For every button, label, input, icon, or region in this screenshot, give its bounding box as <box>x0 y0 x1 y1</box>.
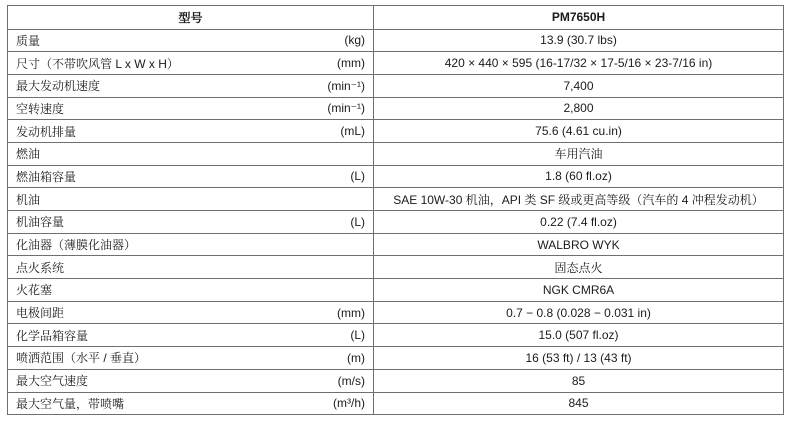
spec-value: 16 (53 ft) / 13 (43 ft) <box>374 347 784 370</box>
spec-unit: (min⁻¹) <box>327 101 365 116</box>
spec-unit: (m/s) <box>337 373 365 388</box>
spec-unit: (m) <box>347 350 365 365</box>
spec-value: 车用汽油 <box>374 142 784 165</box>
spec-label: 化油器（薄膜化油器） <box>16 238 137 253</box>
spec-row-spray-range <box>8 347 784 370</box>
spec-row-max-engine-speed <box>8 74 784 97</box>
spec-label: 机油容量 <box>16 215 65 230</box>
spec-label: 火花塞 <box>16 283 53 298</box>
model-header-label: 型号 <box>8 6 374 30</box>
spec-value: WALBRO WYK <box>374 233 784 256</box>
spec-value: 0.7 − 0.8 (0.028 − 0.031 in) <box>374 301 784 324</box>
spec-value: 2,800 <box>374 97 784 120</box>
spec-label: 最大空气速度 <box>16 374 89 389</box>
spec-value: NGK CMR6A <box>374 279 784 302</box>
spec-row-oil-capacity <box>8 211 784 234</box>
spec-label: 燃油箱容量 <box>16 169 77 184</box>
spec-row-dimensions <box>8 52 784 75</box>
spec-row-electrode-gap <box>8 301 784 324</box>
spec-label: 化学品箱容量 <box>16 328 89 343</box>
spec-label: 机油 <box>16 192 41 207</box>
spec-value: 75.6 (4.61 cu.in) <box>374 120 784 143</box>
spec-unit: (kg) <box>344 33 365 48</box>
spec-unit: (mm) <box>337 56 365 71</box>
spec-unit: (mm) <box>337 305 365 320</box>
spec-label: 尺寸（不带吹风管 L x W x H） <box>16 56 179 71</box>
spec-label: 质量 <box>16 33 41 48</box>
spec-row-max-air-velocity <box>8 369 784 392</box>
spec-row-mass <box>8 29 784 52</box>
spec-row-spark-plug <box>8 279 784 302</box>
spec-label: 电极间距 <box>16 306 65 321</box>
spec-label: 最大发动机速度 <box>16 79 101 94</box>
spec-value: 13.9 (30.7 lbs) <box>374 29 784 52</box>
spec-label: 最大空气量，带喷嘴 <box>16 396 125 411</box>
spec-row-fuel <box>8 142 784 165</box>
spec-label: 发动机排量 <box>16 124 77 139</box>
spec-value: 0.22 (7.4 fl.oz) <box>374 211 784 234</box>
spec-row-displacement <box>8 120 784 143</box>
spec-label: 燃油 <box>16 147 41 162</box>
spec-unit: (mL) <box>340 124 365 139</box>
model-header-value: PM7650H <box>374 6 784 30</box>
spec-value: SAE 10W-30 机油，API 类 SF 级或更高等级（汽车的 4 冲程发动机） <box>374 188 784 211</box>
header-row <box>8 6 784 30</box>
spec-label: 喷洒范围（水平 / 垂直） <box>16 351 147 366</box>
spec-value: 845 <box>374 392 784 415</box>
spec-value: 固态点火 <box>374 256 784 279</box>
spec-row-engine-oil <box>8 188 784 211</box>
spec-row-ignition-system <box>8 256 784 279</box>
spec-unit: (m³/h) <box>333 396 365 411</box>
spec-value: 1.8 (60 fl.oz) <box>374 165 784 188</box>
spec-value: 7,400 <box>374 74 784 97</box>
spec-value: 420 × 440 × 595 (16-17/32 × 17-5/16 × 23-7/16 in) <box>374 52 784 75</box>
spec-unit: (L) <box>350 169 365 184</box>
spec-unit: (L) <box>350 214 365 229</box>
spec-value: 15.0 (507 fl.oz) <box>374 324 784 347</box>
spec-label: 点火系统 <box>16 260 65 275</box>
spec-row-max-air-volume <box>8 392 784 415</box>
spec-row-fuel-tank-capacity <box>8 165 784 188</box>
spec-value: 85 <box>374 369 784 392</box>
spec-row-idle-speed <box>8 97 784 120</box>
spec-unit: (min⁻¹) <box>327 78 365 93</box>
spec-row-carburetor <box>8 233 784 256</box>
spec-row-chemical-tank-capacity <box>8 324 784 347</box>
spec-unit: (L) <box>350 328 365 343</box>
spec-label: 空转速度 <box>16 101 65 116</box>
spec-table <box>7 5 784 415</box>
